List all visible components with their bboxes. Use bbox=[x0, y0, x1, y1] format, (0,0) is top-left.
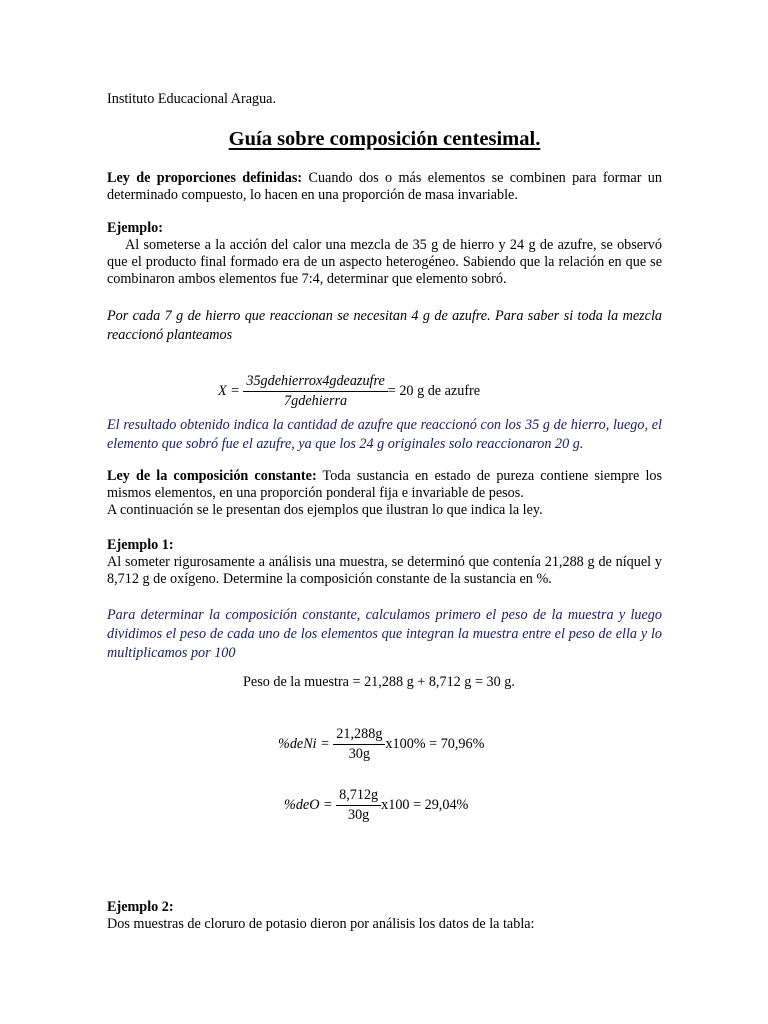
law2-text: Toda sustancia en estado de pureza contiene siempre los mismos elementos, en una proporción ponderal fija e invariable de pesos. bbox=[107, 468, 662, 501]
example1-text: Al someter rigurosamente a análisis una muestra, se determinó que contenía 21,288 g de níquel y 8,712 g de oxígeno. Determine la composición constante de la sustancia en %. bbox=[107, 554, 662, 587]
law1-heading: Ley de proporciones definidas: bbox=[107, 170, 303, 186]
equation-lhs: X = bbox=[218, 382, 240, 399]
equation-nickel-percent bbox=[278, 726, 484, 763]
example-text: Al someterse a la acción del calor una mezcla de 35 g de hierro y 24 g de azufre, se observó que el producto final formado era de un aspecto heterogéneo. Sabiendo que la relación en que se combinaron ambos elementos fue 7:4, determinar que elemento sobró. bbox=[107, 237, 662, 287]
equation-o-lhs: %deO = bbox=[284, 796, 333, 813]
example1-method: Para determinar la composición constante, calculamos primero el peso de la muestra y luego dividimos el peso de cada uno de los elementos que integran la muestra entre el peso de ella y lo multiplicamos por 100 bbox=[107, 607, 662, 661]
law2-heading: Ley de la composición constante: bbox=[107, 468, 317, 484]
law2-paragraph bbox=[107, 468, 662, 502]
equation-o-rhs: x100 = 29,04% bbox=[381, 796, 469, 813]
example2-text: Dos muestras de cloruro de potasio dieron por análisis los datos de la tabla: bbox=[107, 916, 535, 932]
equation-iron-sulfur bbox=[218, 373, 480, 410]
equation-ni-rhs: x100% = 70,96% bbox=[385, 735, 485, 752]
equation-o-denominator: 30g bbox=[347, 807, 370, 823]
law2-intro: A continuación se le presentan dos ejemplos que ilustran lo que indica la ley. bbox=[107, 502, 543, 518]
example-solution: Por cada 7 g de hierro que reaccionan se necesitan 4 g de azufre. Para saber si toda la mezcla reaccionó planteamos bbox=[107, 308, 662, 343]
equation-rhs: = 20 g de azufre bbox=[387, 382, 481, 399]
equation-ni-numerator: 21,288g bbox=[333, 726, 385, 745]
sample-weight: Peso de la muestra = 21,288 g + 8,712 g = 30 g. bbox=[243, 674, 515, 690]
law1-text: Cuando dos o más elementos se combinen para formar un determinado compuesto, lo hacen en una proporción de masa invariable. bbox=[107, 170, 662, 203]
page-title: Guía sobre composición centesimal. bbox=[228, 128, 541, 150]
equation-denominator: 7gdehierra bbox=[284, 393, 348, 409]
institute-name: Instituto Educacional Aragua. bbox=[107, 91, 277, 107]
equation-ni-lhs: %deNi = bbox=[278, 735, 330, 752]
example-heading: Ejemplo: bbox=[107, 220, 163, 236]
equation-numerator: 35gdehierrox4gdeazufre bbox=[243, 373, 387, 392]
equation-oxygen-percent bbox=[284, 787, 468, 824]
law1-paragraph bbox=[107, 170, 662, 204]
equation-o-numerator: 8,712g bbox=[336, 787, 381, 806]
example-conclusion: El resultado obtenido indica la cantidad de azufre que reaccionó con los 35 g de hierro, luego, el elemento que sobró fue el azufre, ya que los 24 g originales solo reaccionaron 20 g. bbox=[107, 417, 662, 452]
example2-heading: Ejemplo 2: bbox=[107, 899, 174, 915]
example1-heading: Ejemplo 1: bbox=[107, 537, 174, 553]
equation-ni-denominator: 30g bbox=[348, 746, 370, 762]
